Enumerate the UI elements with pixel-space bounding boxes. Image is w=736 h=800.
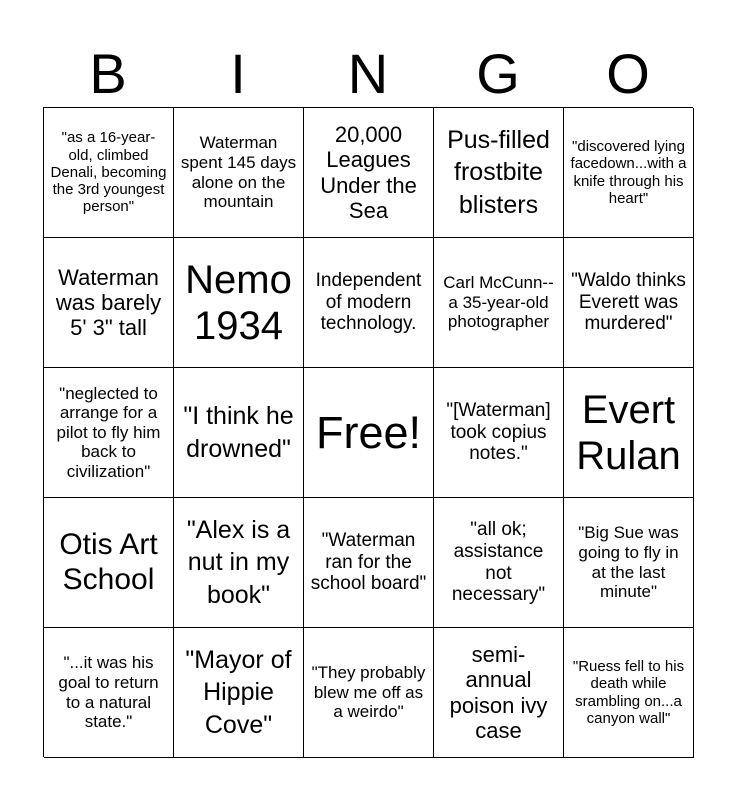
bingo-cell-4-3[interactable]: "Waterman ran for the school board" [304, 498, 434, 628]
bingo-cell-5-4[interactable]: semi-annual poison ivy case [434, 628, 564, 758]
header-letter-i: I [230, 42, 246, 105]
bingo-cell-1-3[interactable]: 20,000 Leagues Under the Sea [304, 108, 434, 238]
bingo-header [43, 40, 693, 108]
bingo-cell-4-4[interactable]: "all ok; assistance not necessary" [434, 498, 564, 628]
bingo-cell-3-2[interactable]: "I think he drowned" [174, 368, 304, 498]
bingo-cell-1-4[interactable]: Pus-filled frostbite blisters [434, 108, 564, 238]
bingo-cell-3-1[interactable]: "neglected to arrange for a pilot to fly him back to civilization" [44, 368, 174, 498]
bingo-cell-5-1[interactable]: "...it was his goal to return to a natural state." [44, 628, 174, 758]
bingo-cell-5-3[interactable]: "They probably blew me off as a weirdo" [304, 628, 434, 758]
bingo-cell-2-4[interactable]: Carl McCunn--a 35-year-old photographer [434, 238, 564, 368]
header-letter-b: B [89, 42, 127, 105]
bingo-cell-3-4[interactable]: "[Waterman] took copius notes." [434, 368, 564, 498]
bingo-cell-4-2[interactable]: "Alex is a nut in my book" [174, 498, 304, 628]
bingo-cell-5-2[interactable]: "Mayor of Hippie Cove" [174, 628, 304, 758]
bingo-cell-2-2[interactable]: Nemo 1934 [174, 238, 304, 368]
bingo-cell-2-3[interactable]: Independent of modern technology. [304, 238, 434, 368]
bingo-cell-1-1[interactable]: "as a 16-year-old, climbed Denali, becoming the 3rd youngest person" [44, 108, 174, 238]
bingo-cell-5-5[interactable]: "Ruess fell to his death while srambling on...a canyon wall" [564, 628, 694, 758]
bingo-cell-3-5[interactable]: Evert Rulan [564, 368, 694, 498]
bingo-cell-2-1[interactable]: Waterman was barely 5' 3" tall [44, 238, 174, 368]
bingo-cell-1-2[interactable]: Waterman spent 145 days alone on the mountain [174, 108, 304, 238]
header-letter-n: N [347, 42, 389, 105]
bingo-cell-2-5[interactable]: "Waldo thinks Everett was murdered" [564, 238, 694, 368]
header-letter-o: O [606, 42, 650, 105]
header-letter-g: G [476, 42, 520, 105]
bingo-board [43, 107, 693, 757]
bingo-cell-3-3-free[interactable]: Free! [304, 368, 434, 498]
bingo-cell-1-5[interactable]: "discovered lying facedown...with a knife through his heart" [564, 108, 694, 238]
bingo-cell-4-5[interactable]: "Big Sue was going to fly in at the last minute" [564, 498, 694, 628]
bingo-cell-4-1[interactable]: Otis Art School [44, 498, 174, 628]
